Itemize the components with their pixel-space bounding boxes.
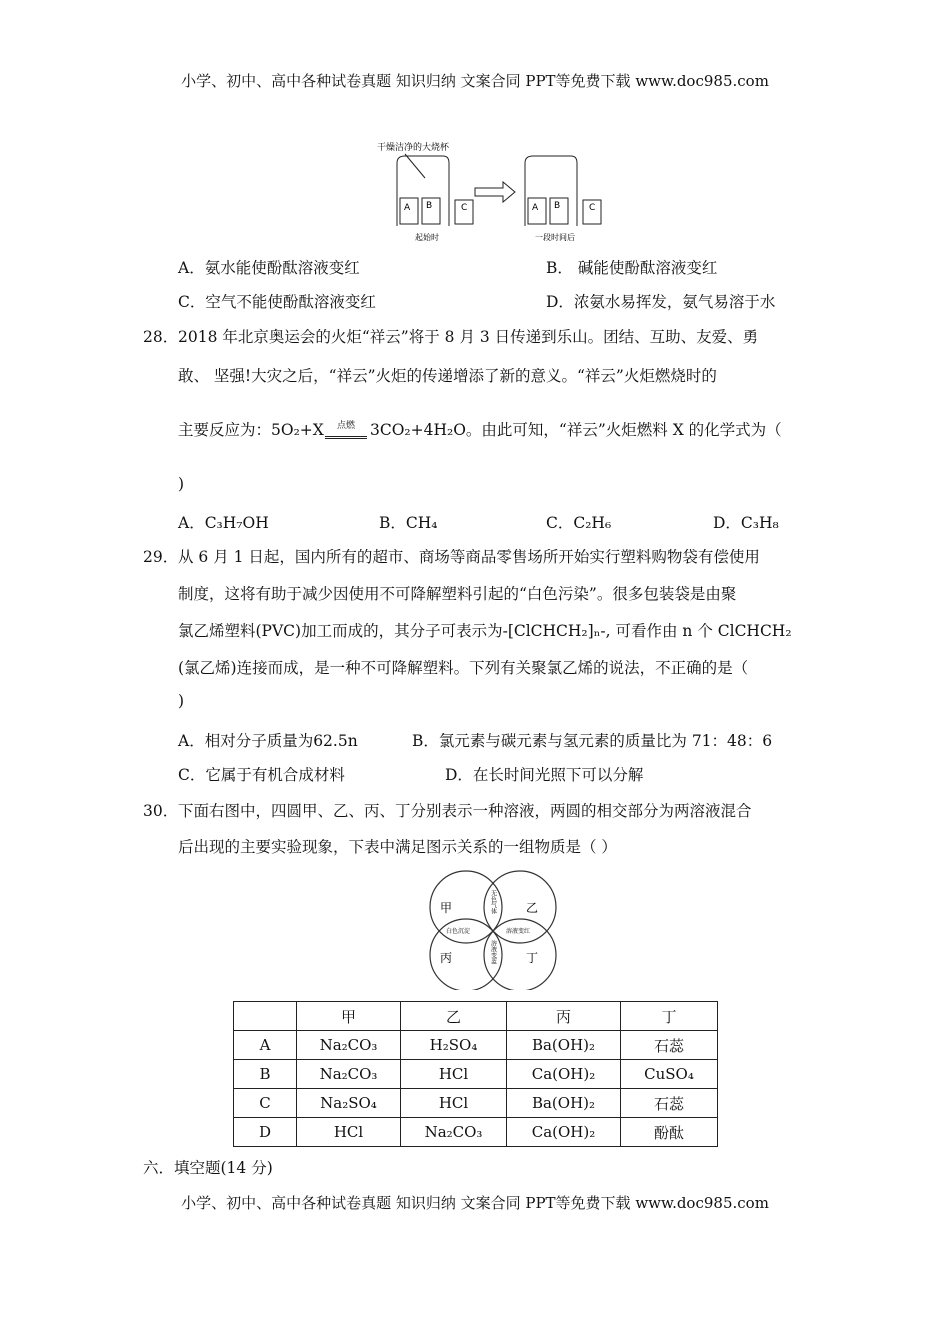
table-row: D HCl Na₂CO₃ Ca(OH)₂ 酚酞 <box>234 1118 718 1147</box>
svg-text:无色气体: 无色气体 <box>489 890 497 914</box>
q30-text: 后出现的主要实验现象，下表中满足图示关系的一组物质是（ ） <box>178 838 617 856</box>
section-heading: 六．填空题(14 分) <box>143 1159 273 1177</box>
svg-text:干燥洁净的大烧杯: 干燥洁净的大烧杯 <box>377 143 450 153</box>
q28-option-a: A．C₃H₇OH <box>178 514 269 532</box>
q28-option-b: B．CH₄ <box>379 514 438 532</box>
svg-text:溶液变红: 溶液变红 <box>506 928 531 935</box>
q29-text: (氯乙烯)连接而成，是一种不可降解塑料。下列有关聚氯乙烯的说法，不正确的是（ <box>178 659 749 677</box>
q27-option-c: C．空气不能使酚酞溶液变红 <box>178 293 376 311</box>
svg-text:白色沉淀: 白色沉淀 <box>446 928 471 935</box>
svg-text:一段时间后: 一段时间后 <box>535 233 575 242</box>
svg-text:丁: 丁 <box>526 951 539 965</box>
svg-text:A: A <box>404 203 411 213</box>
venn-diagram <box>418 870 568 990</box>
answer-table <box>233 1001 718 1147</box>
q29-text: 制度，这将有助于减少因使用不可降解塑料引起的“白色污染”。很多包装袋是由聚 <box>178 585 737 603</box>
beaker-experiment-figure <box>375 138 620 243</box>
table-header-row: 甲 乙 丙 丁 <box>234 1002 718 1031</box>
svg-text:甲: 甲 <box>440 901 453 915</box>
q28-option-c: C．C₂H₆ <box>546 514 612 532</box>
reaction-condition: 点燃 <box>325 418 367 439</box>
q28-option-d: D．C₃H₈ <box>713 514 779 532</box>
q27-option-d: D．浓氨水易挥发，氨气易溶于水 <box>546 293 776 311</box>
q29-option-d: D．在长时间光照下可以分解 <box>445 766 644 784</box>
svg-text:B: B <box>426 201 433 211</box>
q28-text: 主要反应为：5O₂+X <box>178 421 324 439</box>
q30-number: 30． <box>143 802 179 820</box>
q29-text: 氯乙烯塑料(PVC)加工而成的，其分子可表示为-[ClCHCH₂]ₙ-, 可看作由 n 个 ClCHCH₂ <box>178 622 792 640</box>
table-row: C Na₂SO₄ HCl Ba(OH)₂ 石蕊 <box>234 1089 718 1118</box>
svg-text:起始时: 起始时 <box>415 233 439 242</box>
svg-text:A: A <box>532 203 539 213</box>
q27-option-a: A．氨水能使酚酞溶液变红 <box>178 259 360 277</box>
svg-text:溶液变蓝: 溶液变蓝 <box>489 940 497 964</box>
svg-text:C: C <box>461 203 468 213</box>
q28-text: 3CO₂+4H₂O。由此可知，“祥云”火炬燃料 X 的化学式为（ <box>370 421 782 439</box>
q29-text: 从 6 月 1 日起，国内所有的超市、商场等商品零售场所开始实行塑料购物袋有偿使用 <box>178 548 760 566</box>
q27-option-b: B． 碱能使酚酞溶液变红 <box>546 259 718 277</box>
q29-option-a: A．相对分子质量为62.5n <box>178 732 358 750</box>
svg-text:丙: 丙 <box>440 951 453 965</box>
q29-text: ) <box>178 692 185 710</box>
q29-option-b: B．氯元素与碳元素与氢元素的质量比为 71：48：6 <box>412 732 773 750</box>
svg-text:乙: 乙 <box>526 901 539 915</box>
svg-text:B: B <box>554 201 561 211</box>
q29-number: 29． <box>143 548 179 566</box>
q29-option-c: C．它属于有机合成材料 <box>178 766 345 784</box>
svg-text:C: C <box>589 203 596 213</box>
q28-text: 敢、 坚强!大灾之后，“祥云”火炬的传递增添了新的意义。“祥云”火炬燃烧时的 <box>178 367 717 385</box>
table-row: B Na₂CO₃ HCl Ca(OH)₂ CuSO₄ <box>234 1060 718 1089</box>
table-row: A Na₂CO₃ H₂SO₄ Ba(OH)₂ 石蕊 <box>234 1031 718 1060</box>
q30-text: 下面右图中，四圆甲、乙、丙、丁分别表示一种溶液，两圆的相交部分为两溶液混合 <box>178 802 752 820</box>
q28-text: ) <box>178 475 185 493</box>
q28-number: 28． <box>143 328 179 346</box>
page-footer: 小学、初中、高中各种试卷真题 知识归纳 文案合同 PPT等免费下载 www.doc985.com <box>181 1194 769 1212</box>
page-header: 小学、初中、高中各种试卷真题 知识归纳 文案合同 PPT等免费下载 www.doc985.com <box>181 72 769 90</box>
q28-text: 2018 年北京奥运会的火炬“祥云”将于 8 月 3 日传递到乐山。团结、互助、友爱、勇 <box>178 328 759 346</box>
